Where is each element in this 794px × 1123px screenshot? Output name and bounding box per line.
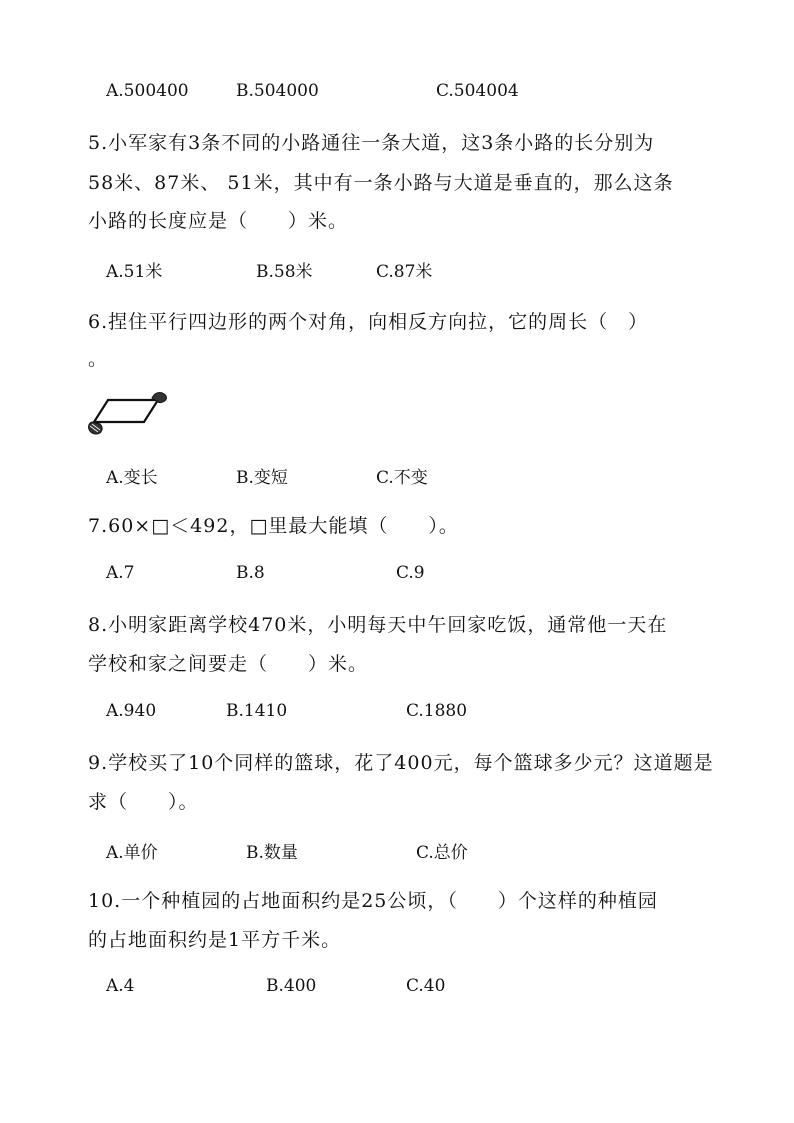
q9-option-b[interactable]: B.数量	[246, 843, 298, 863]
q5-option-a[interactable]: A.51米	[106, 262, 163, 282]
q9-option-c[interactable]: C.总价	[416, 843, 468, 863]
q9-text-line-2: 求（ ）。	[88, 791, 199, 813]
q4-option-b[interactable]: B.504000	[236, 81, 319, 101]
q6-option-a[interactable]: A.变长	[106, 468, 158, 488]
q6-option-c[interactable]: C.不变	[376, 468, 428, 488]
q8-text-line-1: 8.小明家距离学校470米，小明每天中午回家吃饭，通常他一天在	[88, 614, 668, 636]
q8-option-a[interactable]: A.940	[106, 701, 157, 721]
q4-option-a[interactable]: A.500400	[106, 81, 189, 101]
q6-option-b[interactable]: B.变短	[236, 468, 288, 488]
q6-text-line-2: 。	[88, 348, 109, 370]
q10-option-b[interactable]: B.400	[266, 976, 317, 996]
q7-option-c[interactable]: C.9	[396, 563, 425, 583]
q5-text-line-3: 小路的长度应是（ ）米。	[88, 210, 349, 232]
q5-option-b[interactable]: B.58米	[256, 262, 313, 282]
q7-option-b[interactable]: B.8	[236, 563, 265, 583]
q8-text-line-2: 学校和家之间要走（ ）米。	[88, 653, 369, 675]
parallelogram-hands-icon	[86, 388, 170, 436]
q10-text-line-1: 10.一个种植园的占地面积约是25公顷，（ ）个这样的种植园	[88, 890, 658, 912]
q5-text-line-1: 5.小军家有3条不同的小路通往一条大道，这3条小路的长分别为	[88, 132, 655, 154]
q7-text-line-1: 7.60×□＜492，□里最大能填（ ）。	[88, 515, 459, 537]
q10-text-line-2: 的占地面积约是1平方千米。	[88, 929, 342, 951]
q4-option-c[interactable]: C.504004	[436, 81, 519, 101]
q7-option-a[interactable]: A.7	[106, 563, 135, 583]
q9-option-a[interactable]: A.单价	[106, 843, 158, 863]
q8-option-c[interactable]: C.1880	[406, 701, 468, 721]
q9-text-line-1: 9.学校买了10个同样的篮球，花了400元，每个篮球多少元？这道题是	[88, 752, 714, 774]
q8-option-b[interactable]: B.1410	[226, 701, 288, 721]
q5-text-line-2: 58米、87米、 51米，其中有一条小路与大道是垂直的，那么这条	[88, 172, 674, 194]
q6-text-line-1: 6.捏住平行四边形的两个对角，向相反方向拉，它的周长（ ）	[88, 311, 649, 333]
q5-option-c[interactable]: C.87米	[376, 262, 433, 282]
q10-option-c[interactable]: C.40	[406, 976, 446, 996]
q10-option-a[interactable]: A.4	[106, 976, 135, 996]
